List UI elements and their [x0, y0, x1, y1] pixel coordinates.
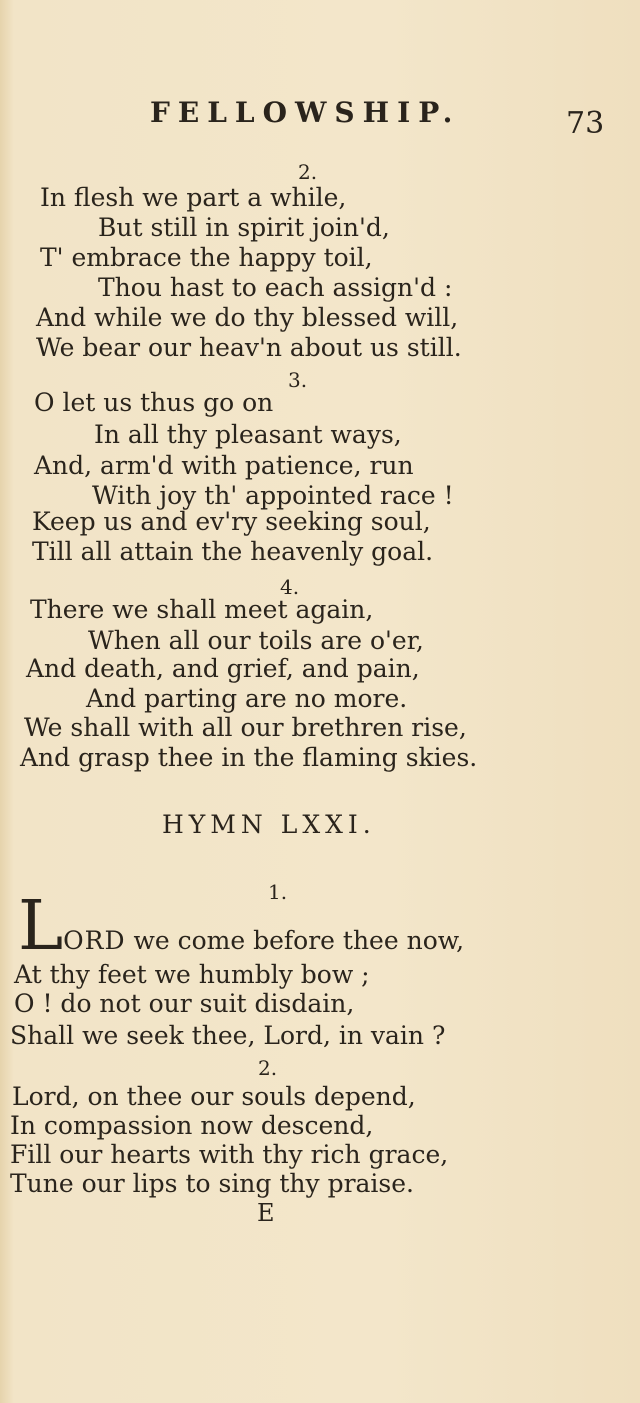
verse-line: Till all attain the heavenly goal. [32, 537, 434, 566]
drop-cap: L [18, 887, 64, 966]
verse-line: At thy feet we humbly bow ; [14, 960, 370, 989]
page-number: 73 [566, 106, 605, 141]
verse-line: But still in spirit join'd, [98, 213, 390, 242]
smallcaps-word: ORD [63, 926, 126, 955]
verse-line: In compassion now descend, [10, 1111, 374, 1140]
verse-line: Shall we seek thee, Lord, in vain ? [10, 1021, 446, 1050]
hymn-title: HYMN LXXI. [162, 810, 376, 839]
verse-line: When all our toils are o'er, [88, 626, 424, 655]
first-line [18, 887, 465, 966]
verse-line: And while we do thy blessed will, [36, 303, 459, 332]
verse-line: Lord, on thee our souls depend, [12, 1082, 416, 1111]
verse-line: O let us thus go on [34, 388, 274, 417]
verse-line: We shall with all our brethren rise, [24, 713, 467, 742]
verse-line: And parting are no more. [86, 684, 408, 713]
verse-line: Keep us and ev'ry seeking soul, [32, 507, 431, 536]
verse-number: 2. [298, 160, 318, 184]
verse-line: And, arm'd with patience, run [34, 451, 414, 480]
verse-line: Fill our hearts with thy rich grace, [10, 1140, 449, 1169]
verse-line: We bear our heav'n about us still. [36, 333, 462, 362]
verse-number: 4. [280, 575, 300, 599]
running-header: FELLOWSHIP. [150, 96, 461, 129]
signature-mark: E [257, 1199, 275, 1227]
verse-line: And grasp thee in the flaming skies. [20, 743, 478, 772]
verse-line: O ! do not our suit disdain, [14, 989, 355, 1018]
first-line-rest: we come before thee now, [125, 926, 465, 955]
verse-line: Thou hast to each assign'd : [98, 273, 453, 302]
verse-number: 2. [258, 1056, 278, 1080]
verse-line: With joy th' appointed race ! [92, 481, 454, 510]
verse-line: In all thy pleasant ways, [94, 420, 402, 449]
verse-number: 3. [288, 368, 308, 392]
verse-line: And death, and grief, and pain, [26, 654, 420, 683]
verse-line: T' embrace the happy toil, [40, 243, 373, 272]
verse-line: Tune our lips to sing thy praise. [10, 1169, 415, 1198]
verse-line: In flesh we part a while, [40, 183, 347, 212]
verse-line: There we shall meet again, [30, 595, 374, 624]
verse-number: 1. [268, 880, 288, 904]
